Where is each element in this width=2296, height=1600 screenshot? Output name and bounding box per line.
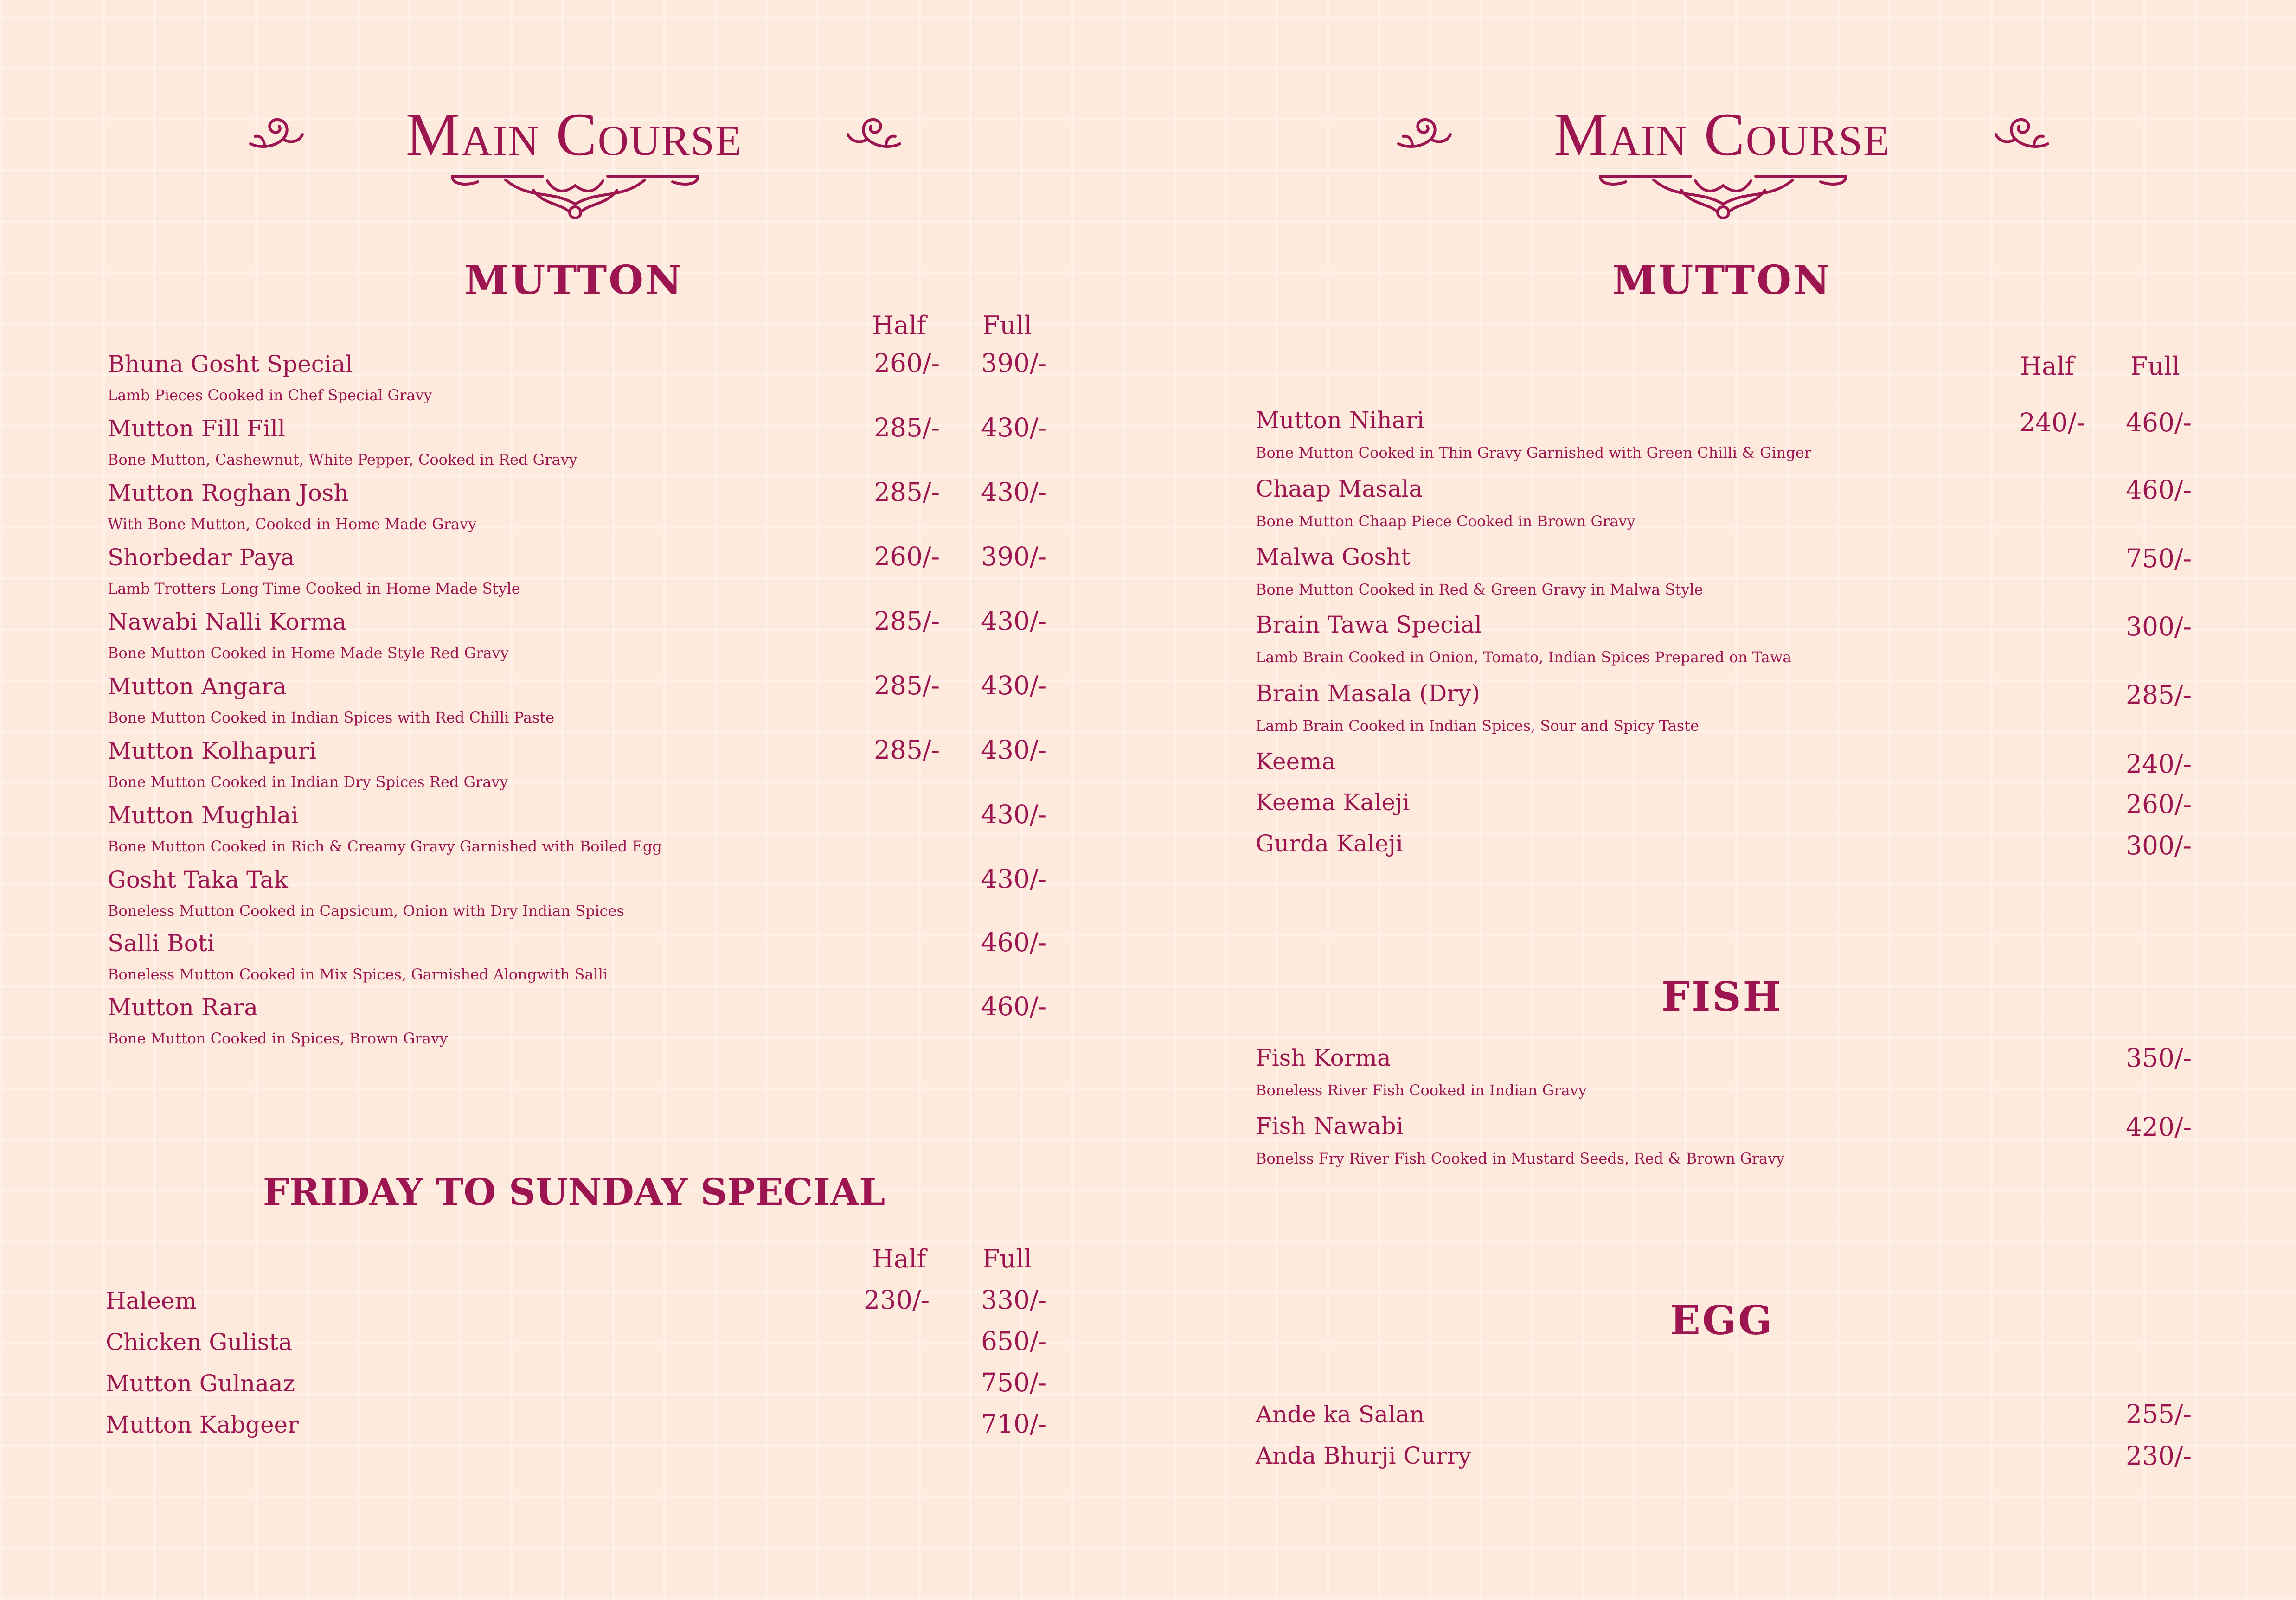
section-heading-fish: FISH (1661, 973, 1783, 1020)
swirl-ornament-right-icon (1992, 111, 2052, 153)
menu-item-desc: Bone Mutton Cooked in Indian Spices with Red Chilli Paste (108, 709, 555, 726)
menu-item-name: Fish Nawabi (1256, 1113, 1404, 1139)
menu-item-name: Gurda Kaleji (1256, 830, 1403, 857)
menu-item-desc: Bone Mutton Cooked in Rich & Creamy Gravy Garnished with Boiled Egg (108, 838, 662, 855)
menu-item-desc: Bone Mutton, Cashewnut, White Pepper, Cooked in Red Gravy (108, 451, 577, 468)
full-price: 460/- (981, 928, 1047, 957)
full-price: 390/- (981, 542, 1047, 571)
menu-item-desc: Lamb Trotters Long Time Cooked in Home Made Style (108, 580, 520, 597)
half-column-header: Half (872, 1244, 926, 1274)
menu-item-name: Mutton Fill Fill (108, 415, 286, 442)
menu-item-name: Fish Korma (1256, 1044, 1391, 1071)
half-price: 285/- (874, 413, 940, 442)
full-price: 460/- (2126, 475, 2192, 505)
menu-item-name: Mutton Angara (108, 673, 287, 700)
menu-item-name: Salli Boti (108, 930, 215, 957)
menu-item-desc: Boneless River Fish Cooked in Indian Gravy (1256, 1082, 1587, 1099)
half-price: 285/- (874, 477, 940, 507)
half-price: 240/- (2019, 408, 2085, 437)
menu-item-name: Ande ka Salan (1256, 1401, 1424, 1428)
full-price: 255/- (2126, 1399, 2192, 1429)
menu-item-name: Mutton Gulnaaz (106, 1370, 295, 1397)
menu-item-name: Keema Kaleji (1256, 789, 1410, 816)
menu-item-name: Gosht Taka Tak (108, 866, 288, 893)
full-price: 260/- (2126, 789, 2192, 819)
full-price: 750/- (2126, 544, 2192, 573)
section-heading-special: FRIDAY TO SUNDAY SPECIAL (263, 1170, 885, 1214)
full-price: 430/- (981, 800, 1047, 829)
full-column-header: Full (982, 311, 1032, 340)
menu-item-name: Mutton Kabgeer (106, 1411, 299, 1438)
menu-item-desc: Lamb Pieces Cooked in Chef Special Gravy (108, 386, 432, 404)
section-heading-egg: EGG (1670, 1297, 1774, 1344)
half-column-header: Half (872, 311, 926, 340)
full-price: 430/- (981, 735, 1047, 765)
menu-item-desc: Bone Mutton Chaap Piece Cooked in Brown Gravy (1256, 512, 1635, 530)
menu-item-name: Keema (1256, 748, 1336, 775)
full-price: 650/- (981, 1326, 1047, 1356)
full-price: 430/- (981, 413, 1047, 442)
menu-item-desc: Bone Mutton Cooked in Home Made Style Red Gravy (108, 644, 509, 662)
menu-item-name: Chicken Gulista (106, 1329, 293, 1356)
menu-item-name: Mutton Nihari (1256, 407, 1424, 434)
page-title: Main Course (1553, 100, 1891, 168)
menu-item-name: Haleem (106, 1287, 197, 1314)
menu-item-desc: With Bone Mutton, Cooked in Home Made Gravy (108, 515, 477, 533)
full-price: 460/- (981, 992, 1047, 1021)
menu-item-name: Malwa Gosht (1256, 544, 1411, 570)
menu-item-name: Anda Bhurji Curry (1256, 1442, 1471, 1469)
half-price: 285/- (874, 606, 940, 636)
menu-page-right (1148, 0, 2296, 1600)
half-price: 260/- (874, 348, 940, 378)
full-price: 285/- (2126, 680, 2192, 710)
full-price: 460/- (2126, 408, 2192, 437)
page-title: Main Course (405, 100, 743, 168)
swirl-ornament-left-icon (1394, 111, 1454, 153)
full-price: 710/- (981, 1409, 1047, 1439)
full-column-header: Full (982, 1244, 1032, 1274)
full-price: 430/- (981, 606, 1047, 636)
full-price: 230/- (2126, 1441, 2192, 1471)
menu-item-name: Mutton Kolhapuri (108, 737, 316, 764)
menu-item-name: Brain Masala (Dry) (1256, 680, 1480, 707)
menu-item-desc: Bonelss Fry River Fish Cooked in Mustard Seeds, Red & Brown Gravy (1256, 1150, 1785, 1167)
half-price: 260/- (874, 542, 940, 571)
menu-item-name: Mutton Rara (108, 994, 258, 1021)
flourish-divider-icon (1598, 172, 1848, 223)
menu-item-desc: Boneless Mutton Cooked in Capsicum, Onion with Dry Indian Spices (108, 902, 624, 920)
half-price: 285/- (874, 735, 940, 765)
full-price: 350/- (2126, 1043, 2192, 1073)
menu-item-desc: Bone Mutton Cooked in Indian Dry Spices Red Gravy (108, 773, 508, 791)
full-price: 420/- (2126, 1112, 2192, 1142)
full-price: 300/- (2126, 831, 2192, 860)
menu-item-desc: Bone Mutton Cooked in Red & Green Gravy in Malwa Style (1256, 581, 1703, 598)
half-column-header: Half (2020, 352, 2074, 381)
full-price: 330/- (981, 1285, 1047, 1315)
swirl-ornament-right-icon (844, 111, 904, 153)
full-column-header: Full (2130, 352, 2180, 381)
menu-item-name: Shorbedar Paya (108, 544, 295, 571)
full-price: 430/- (981, 477, 1047, 507)
full-price: 430/- (981, 671, 1047, 700)
menu-item-desc: Bone Mutton Cooked in Spices, Brown Gravy (108, 1030, 448, 1047)
menu-item-desc: Lamb Brain Cooked in Indian Spices, Sour and Spicy Taste (1256, 717, 1699, 735)
menu-item-name: Chaap Masala (1256, 475, 1423, 502)
menu-item-name: Bhuna Gosht Special (108, 351, 353, 378)
menu-item-desc: Boneless Mutton Cooked in Mix Spices, Garnished Alongwith Salli (108, 966, 608, 983)
section-heading-mutton: MUTTON (464, 257, 684, 304)
half-price: 285/- (874, 671, 940, 700)
section-heading-mutton: MUTTON (1612, 257, 1832, 304)
menu-item-name: Mutton Mughlai (108, 802, 299, 829)
full-price: 390/- (981, 348, 1047, 378)
swirl-ornament-left-icon (246, 111, 306, 153)
half-price: 230/- (864, 1285, 930, 1315)
menu-item-desc: Bone Mutton Cooked in Thin Gravy Garnished with Green Chilli & Ginger (1256, 444, 1812, 461)
full-price: 300/- (2126, 612, 2192, 641)
full-price: 240/- (2126, 749, 2192, 779)
menu-item-name: Mutton Roghan Josh (108, 480, 349, 506)
flourish-divider-icon (450, 172, 700, 223)
full-price: 750/- (981, 1368, 1047, 1397)
menu-item-desc: Lamb Brain Cooked in Onion, Tomato, Indian Spices Prepared on Tawa (1256, 648, 1792, 666)
menu-item-name: Brain Tawa Special (1256, 611, 1482, 638)
full-price: 430/- (981, 864, 1047, 894)
menu-item-name: Nawabi Nalli Korma (108, 608, 346, 635)
